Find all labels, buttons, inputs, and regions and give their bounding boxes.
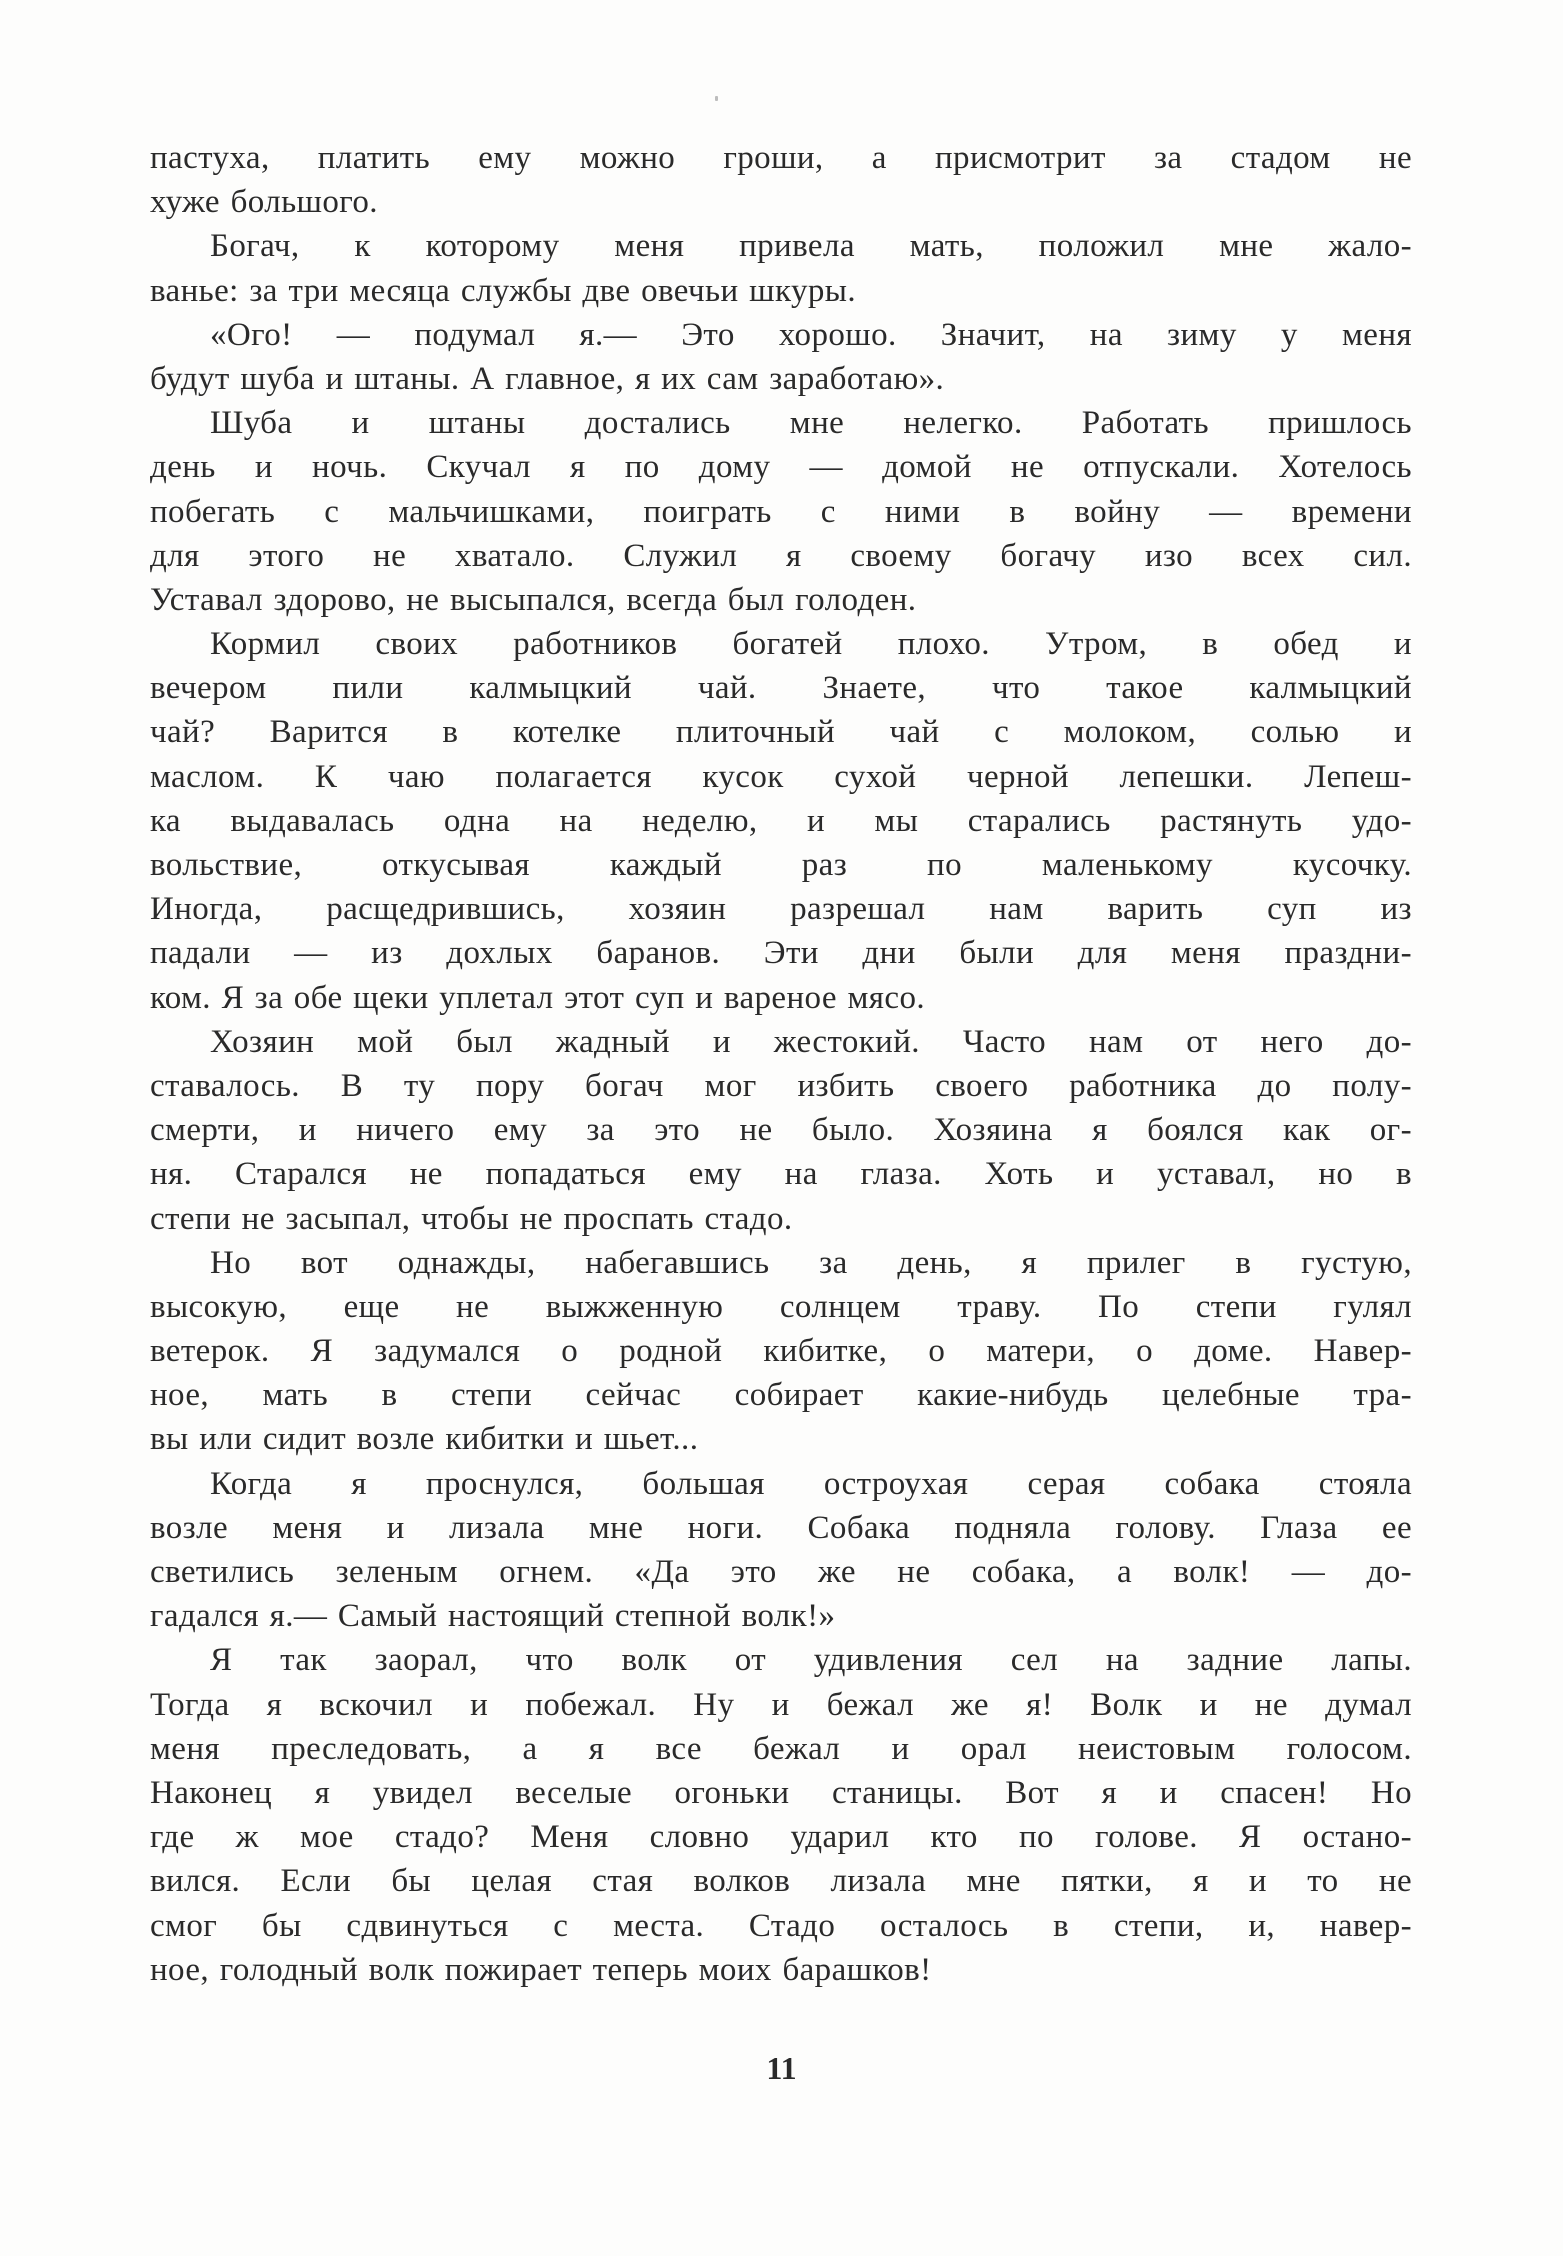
text-line: Хозяин мой был жадный и жестокий. Часто нам от него до-	[210, 1023, 1412, 1060]
text-line: ное, мать в степи сейчас собирает какие-нибудь целебные тра-	[150, 1377, 1412, 1414]
text-line: побегать с мальчишками, поиграть с ними в войну — времени	[150, 493, 1412, 530]
page-number: 11	[766, 2050, 797, 2086]
text-line: ка выдавалась одна на неделю, и мы старались растянуть удо-	[150, 802, 1412, 839]
text-line: Но вот однажды, набегавшись за день, я прилег в густую,	[210, 1244, 1412, 1281]
text-line: Кормил своих работников богатей плохо. Утром, в обед и	[210, 626, 1412, 663]
text-line: хуже большого.	[150, 184, 378, 221]
text-line: Шуба и штаны достались мне нелегко. Работать пришлось	[210, 405, 1412, 442]
text-line: будут шуба и штаны. А главное, я их сам заработаю».	[150, 360, 945, 397]
body-text	[150, 136, 1412, 1992]
text-line: Уставал здорово, не высыпался, всегда был голоден.	[150, 581, 917, 618]
text-line: Я так заорал, что волк от удивления сел на задние лапы.	[210, 1642, 1412, 1679]
text-line: смог бы сдвинуться с места. Стадо осталось в степи, и, навер-	[150, 1907, 1412, 1944]
text-line: для этого не хватало. Служил я своему богачу изо всех сил.	[150, 537, 1412, 574]
text-line: Когда я проснулся, большая остроухая серая собака стояла	[210, 1465, 1412, 1502]
text-line: где ж мое стадо? Меня словно ударил кто по голове. Я остано-	[150, 1819, 1412, 1856]
text-line: пастуха, платить ему можно гроши, а присмотрит за стадом не	[150, 140, 1412, 176]
text-line: Наконец я увидел веселые огоньки станицы. Вот я и спасен! Но	[150, 1774, 1412, 1811]
text-line: гадался я.— Самый настоящий степной волк!»	[150, 1598, 836, 1635]
text-line: ком. Я за обе щеки уплетал этот суп и вареное мясо.	[150, 979, 925, 1016]
text-line: чай? Варится в котелке плиточный чай с молоком, солью и	[150, 714, 1412, 751]
text-line: высокую, еще не выжженную солнцем траву. По степи гулял	[150, 1288, 1412, 1325]
text-line: ставалось. В ту пору богач мог избить своего работника до полу-	[150, 1067, 1412, 1104]
text-line: Тогда я вскочил и побежал. Ну и бежал же я! Волк и не думал	[150, 1686, 1412, 1723]
text-line: ветерок. Я задумался о родной кибитке, о матери, о доме. Навер-	[150, 1333, 1412, 1370]
text-line: ня. Старался не попадаться ему на глаза. Хоть и уставал, но в	[150, 1156, 1412, 1193]
text-line: падали — из дохлых баранов. Эти дни были для меня праздни-	[150, 935, 1412, 972]
text-line: маслом. К чаю полагается кусок сухой черной лепешки. Лепеш-	[150, 758, 1412, 795]
text-line: возле меня и лизала мне ноги. Собака подняла голову. Глаза ее	[150, 1509, 1412, 1546]
text-line: Богач, к которому меня привела мать, положил мне жало-	[210, 228, 1412, 265]
text-line: день и ночь. Скучал я по дому — домой не отпускали. Хотелось	[150, 449, 1412, 486]
text-line: смерти, и ничего ему за это не было. Хозяина я боялся как ог-	[150, 1112, 1412, 1149]
text-line: меня преследовать, а я все бежал и орал неистовым голосом.	[150, 1730, 1412, 1767]
text-line: степи не засыпал, чтобы не проспать стадо.	[150, 1200, 793, 1237]
text-line: ное, голодный волк пожирает теперь моих барашков!	[150, 1951, 932, 1988]
text-line: светились зеленым огнем. «Да это же не собака, а волк! — до-	[150, 1554, 1412, 1590]
text-line: «Ого! — подумал я.— Это хорошо. Значит, на зиму у меня	[210, 316, 1412, 353]
text-line: вольствие, откусывая каждый раз по маленькому кусочку.	[150, 847, 1412, 883]
text-line: вился. Если бы целая стая волков лизала мне пятки, я и то не	[150, 1863, 1412, 1900]
text-line: вечером пили калмыцкий чай. Знаете, что такое калмыцкий	[150, 670, 1412, 707]
text-line: Иногда, расщедрившись, хозяин разрешал нам варить суп из	[150, 891, 1412, 928]
text-line: вы или сидит возле кибитки и шьет...	[150, 1421, 699, 1458]
print-speck	[715, 96, 718, 101]
text-line: ванье: за три месяца службы две овечьи шкуры.	[150, 272, 856, 309]
